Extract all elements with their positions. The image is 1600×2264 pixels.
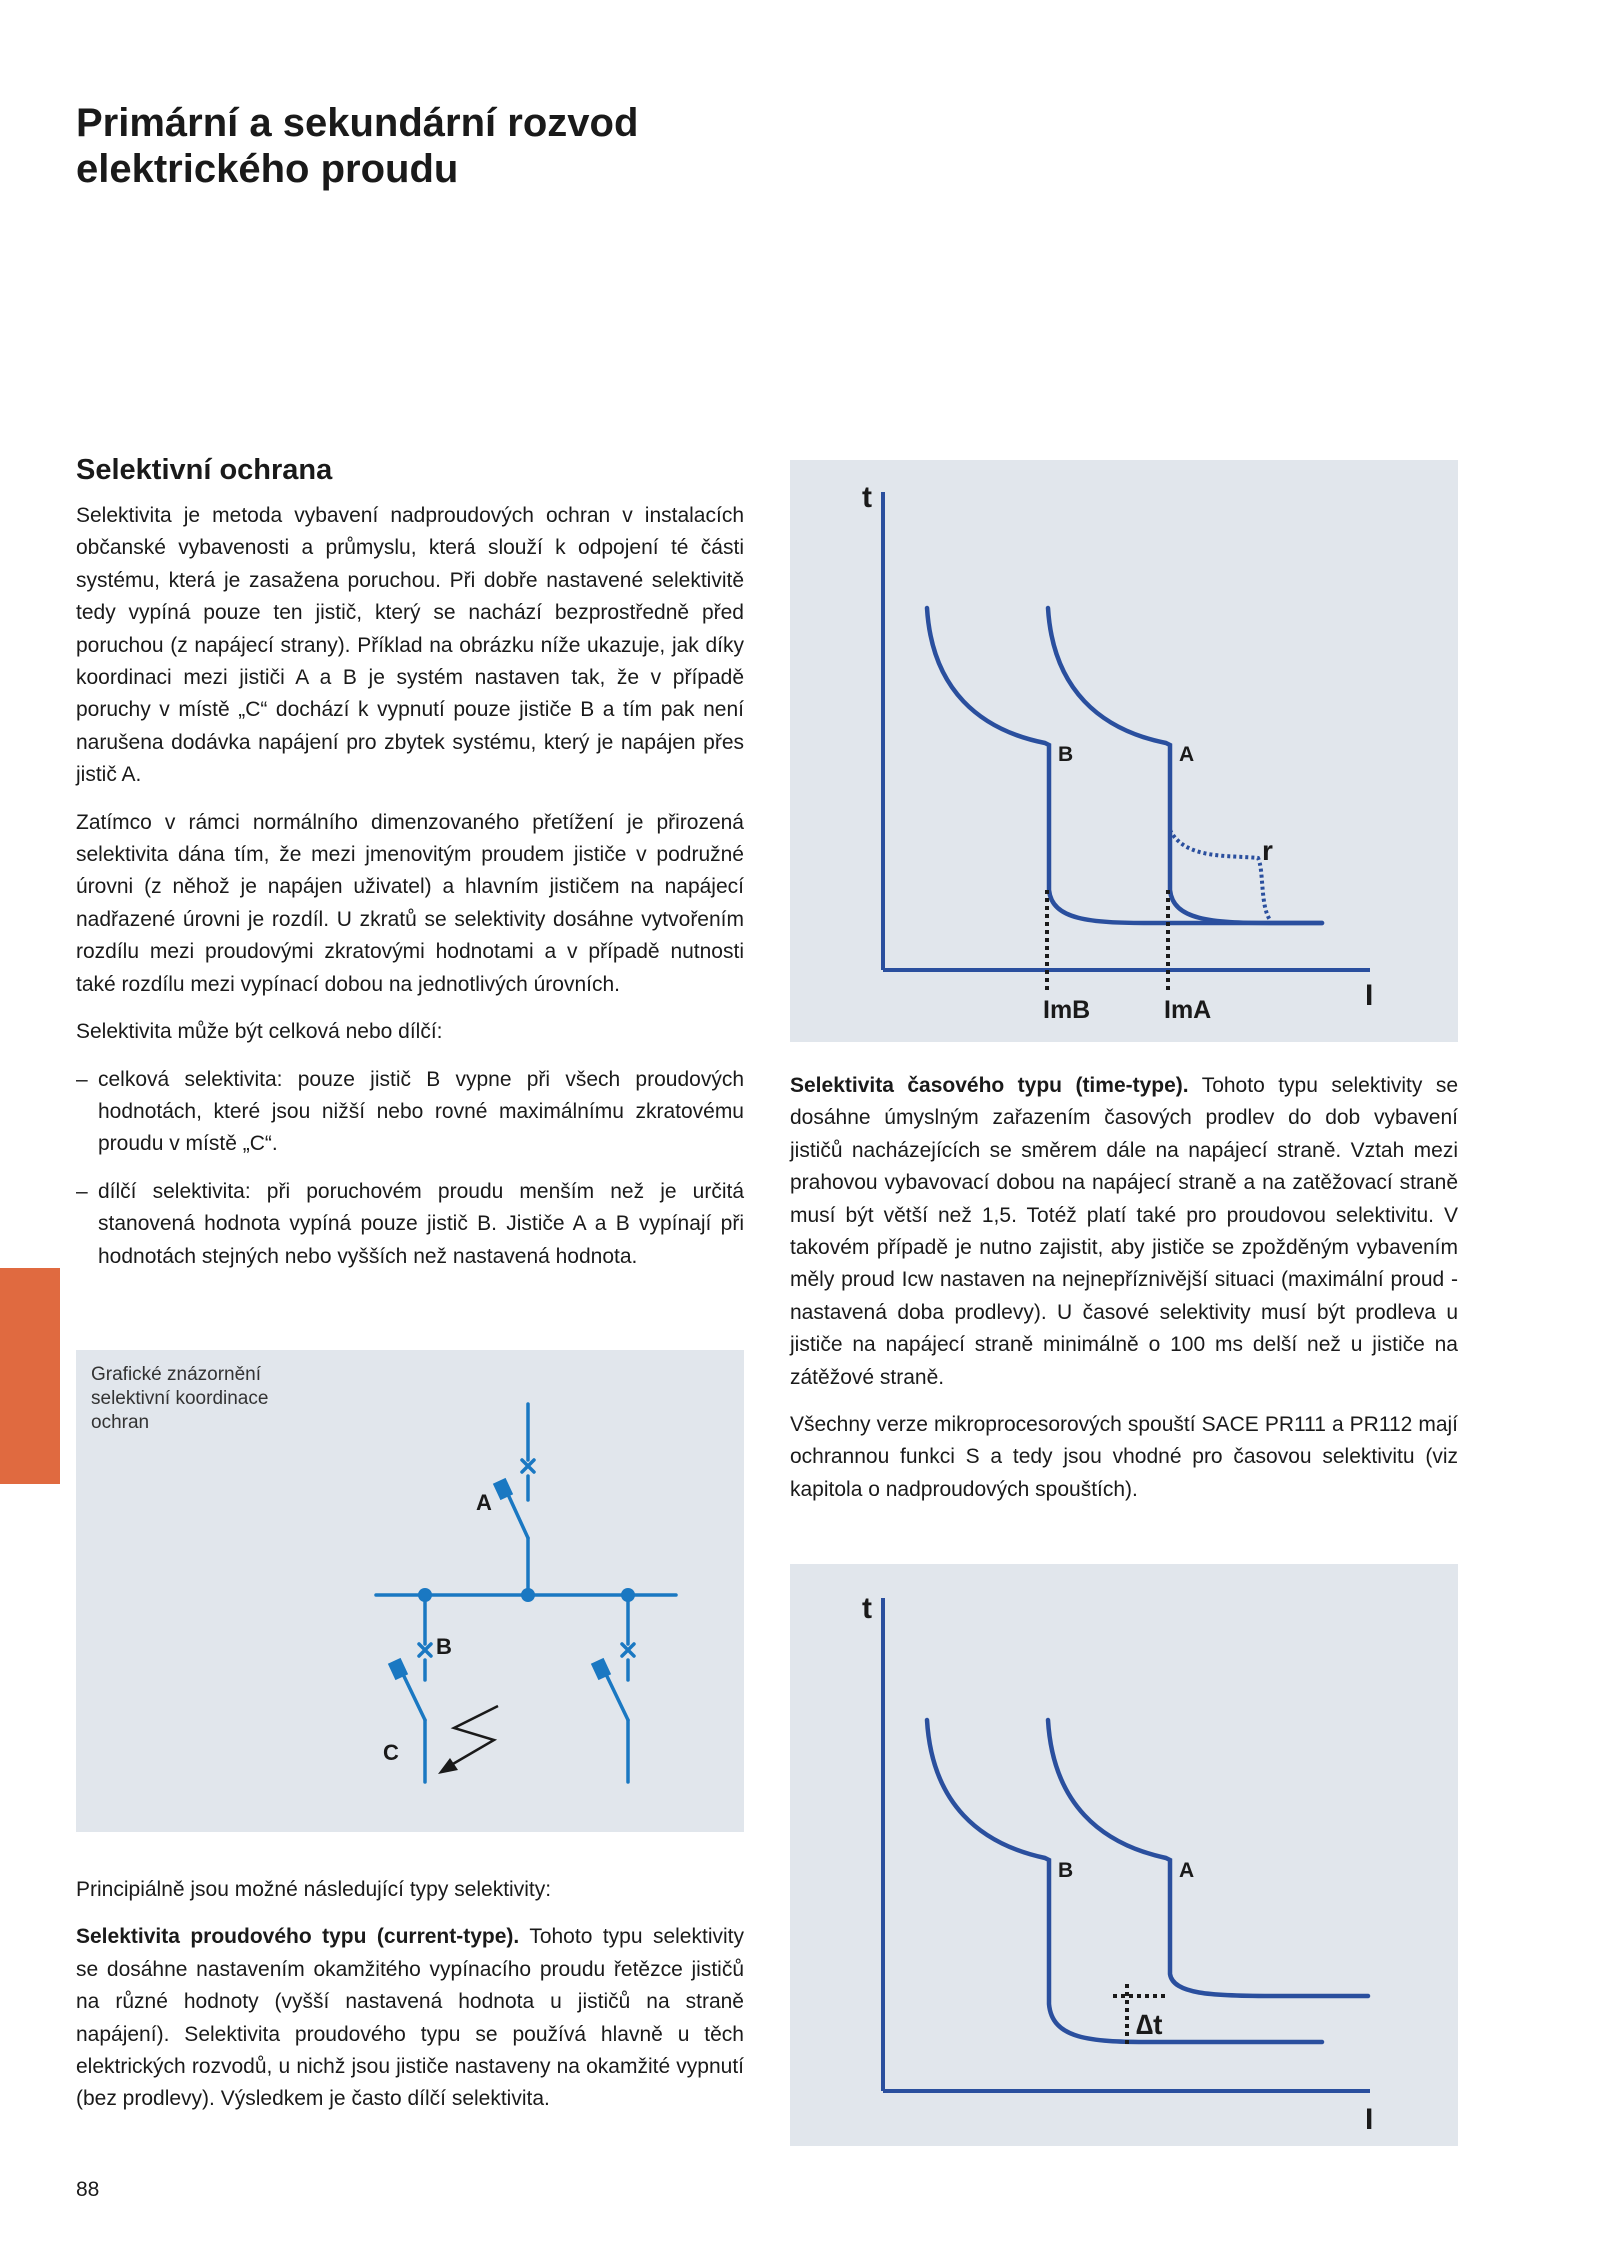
diagram-label-a: A [476,1490,492,1515]
chart1-x-label: I [1365,979,1374,1012]
page-number: 88 [76,2178,100,2201]
chart2-series-label-a: A [1179,1859,1195,1882]
list-item [76,1176,744,1273]
list-dash: – [76,1067,88,1091]
list-item-text: celková selektivita: pouze jistič B vypne při všech proudových hodnotách, které jsou nižší nebo rovné maximálnímu zkratovému proudu v místě „C“. [98,1067,744,1156]
paragraph-overload: Zatímco v rámci normálního dimenzovaného přetížení je přirozená selektivita dána tím, že mezi jmenovitým proudem jističe v podružné úrovni (z něhož je napájen uživatel) a hlavním jističem na napájecí nadřazené úrovni je rozdíl. U zkratů se selektivity dosáhne vytvořením rozdílu mezi proudovými zkratovými hodnotami a v případě nutnosti také rozdílu mezi vypínací dobou na jednotlivých úrovních. [76,810,744,996]
chart1-y-label: t [862,481,872,514]
current-type-text: Tohoto typu selektivity se dosáhne nastavením okamžitého vypínacího proudu řetězce jističů na různé hodnoty (vyšší nastavená hodnota u jističů na straně napájení). Selektivita proudového typu se používá hlavně u těch elektrických rozvodů, u nichž jsou jističe nastaveny na okamžité vypnutí (bez prodlevy). Výsledkem je často dílčí selektivita. [76,1925,744,2111]
breaker-right-blade [604,1670,628,1720]
list-item [76,1064,744,1161]
selectivity-list [76,1064,744,1273]
chart1-curve-r [1170,830,1270,920]
chart2-y-label: t [862,1592,872,1625]
paragraph-types: Selektivita může být celková nebo dílčí: [76,1020,443,1044]
left-column-text [76,500,744,1288]
chart1-marker-label-ima: ImA [1164,996,1212,1024]
junction-dot [418,1588,432,1602]
diagram-caption: Grafické znázornění selektivní koordinace ochran [91,1364,269,1433]
page-title-line-1: Primární a sekundární rozvod [76,101,639,145]
breaker-b-blade [401,1670,425,1720]
diagram-label-c: C [383,1740,399,1765]
chart2-x-label: I [1365,2103,1374,2136]
chart1-series-label-b: B [1058,743,1074,766]
right-column-text [790,1070,1458,1521]
breaker-a-blade [506,1490,528,1538]
fault-arrowhead [438,1758,458,1774]
chart-time-type [790,1564,1458,2146]
paragraph-current-type [76,1921,744,2115]
chapter-tab [0,1268,60,1484]
chart2-series-label-b: B [1058,1859,1074,1882]
coordination-diagram [76,1350,744,1832]
list-item-text: dílčí selektivita: při poruchovém proudu menším než je určitá stanovená hodnota vypíná pouze jistič B. Jističe A a B vypínají při hodnotách stejných nebo vyšších než nastavená hodnota. [98,1179,744,1268]
chart-time-type-panel [790,1564,1458,2146]
paragraph-sace: Všechny verze mikroprocesorových spouští SACE PR111 a PR112 mají ochrannou funkci S a tedy jsou vhodné pro časovou selektivitu (viz kapitola o nadproudových spouštích). [790,1413,1458,1501]
junction-dot [521,1588,535,1602]
chart1-marker-label-imb: ImB [1043,996,1091,1024]
chart-current-type-panel [790,460,1458,1042]
current-type-heading: Selektivita proudového typu (current-type). [76,1925,520,1949]
fault-lightning [446,1706,498,1768]
paragraph-possible-types: Principiálně jsou možné následující typy selektivity: [76,1878,552,1901]
page-title-line-2: elektrického proudu [76,147,459,191]
list-dash: – [76,1179,88,1203]
paragraph-intro: Selektivita je metoda vybavení nadproudových ochran v instalacích občanské vybavenosti a průmyslu, která slouží k odpojení té části systému, která je zasažena poruchou. Při dobře nastavené selektivitě tedy vypíná pouze ten jistič, který se nachází bezprostředně před poruchou (z napájecí strany). Příklad na obrázku níže ukazuje, jak díky koordinaci mezi jističi A a B je systém nastaven tak, že v případě poruchy v místě „C“ dochází k vypnutí pouze jističe B a tím pak není narušena dodávka napájení pro zbytek systému, který je napájen přes jistič A. [76,504,744,787]
page-title [76,100,976,192]
chart1-series-label-a: A [1179,743,1195,766]
time-type-text: Tohoto typu selektivity se dosáhne úmyslným zařazením časových prodlev do dob vybavení jističů nacházejících se směrem dále na napájecí straně. Vztah mezi prahovou vybavovací dobou na napájecí straně a na zatěžovací straně musí být větší než 1,5. Totéž platí také pro proudovou selektivitu. V takovém případě je nutno zajistit, aby jističe se zpožděným vybavením měly proud Icw nastaven na nejnepříznivější situaci (maximální proud - nastavená doba prodlevy). U časové selektivity musí být prodleva u jističe na napájecí straně minimálně o 100 ms delší než u jističe na zátěžové straně. [790,1074,1458,1389]
left-column-text-2 [76,1874,744,2131]
chart-current-type [790,460,1458,1042]
chart2-curve-b [927,1720,1322,2042]
time-type-heading: Selektivita časového typu (time-type). [790,1074,1189,1097]
chart1-label-r: r [1262,835,1273,866]
chart2-delta-label: ∆t [1136,2009,1163,2040]
junction-dot [621,1588,635,1602]
section-heading: Selektivní ochrana [76,454,333,486]
diagram-label-b: B [436,1634,452,1659]
paragraph-time-type [790,1070,1458,1394]
coordination-diagram-panel [76,1350,744,1832]
chart2-curve-a [1048,1720,1368,1996]
